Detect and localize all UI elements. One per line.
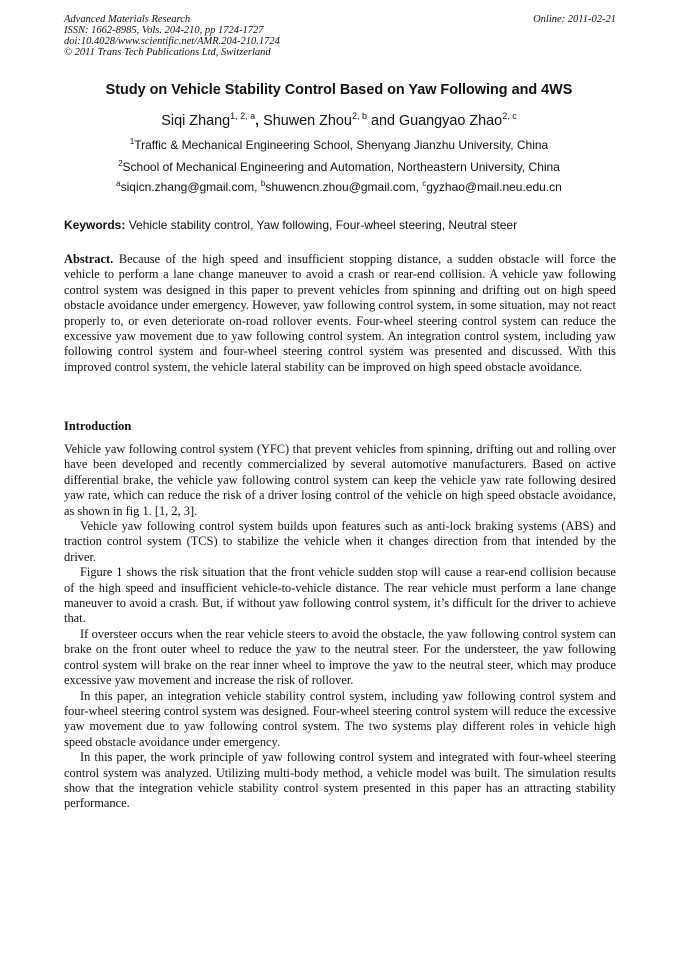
affiliation-text: School of Mechanical Engineering and Automation, Northeastern University, China bbox=[122, 160, 560, 174]
keywords-text: Vehicle stability control, Yaw following, Four-wheel steering, Neutral steer bbox=[125, 218, 518, 232]
issn-line: ISSN: 1662-8985, Vols. 204-210, pp 1724-1727 bbox=[64, 25, 264, 36]
keywords-line bbox=[64, 218, 616, 232]
keywords-label: Keywords: bbox=[64, 218, 126, 232]
author-list bbox=[30, 113, 648, 129]
section-heading-introduction: Introduction bbox=[64, 419, 132, 433]
abstract-text: Because of the high speed and insufficient stopping distance, a sudden obstacle will force the vehicle to perform a lane change maneuver to avoid a crash or rear-end collision. A vehicle yaw following control system was designed in this paper to prevent vehicles from spinning and drifting out on high speed obstacle avoidance under emergency. However, yaw following control system, in some situation, may not react properly to, or even deteriorate on-road rollover events. Four-wheel steering control system can reduce the excessive yaw movement due to yaw following control system. An integration control system, including yaw following control system and four-wheel steering control system was presented and discussed. With this improved control system, the vehicle lateral stability can be improved on high speed obstacle avoidance. bbox=[64, 252, 616, 374]
author-name: Siqi Zhang bbox=[161, 113, 231, 129]
affiliation-2 bbox=[30, 160, 648, 174]
email-link[interactable]: siqicn.zhang@gmail.com, bbox=[120, 180, 261, 194]
email-mark: a bbox=[116, 179, 121, 188]
doi-line: doi:10.4028/www.scientific.net/AMR.204-210.1724 bbox=[64, 36, 280, 47]
email-link[interactable]: gyzhao@mail.neu.edu.cn bbox=[426, 180, 562, 194]
journal-name: Advanced Materials Research bbox=[64, 14, 191, 25]
paper-title: Study on Vehicle Stability Control Based on Yaw Following and 4WS bbox=[105, 82, 573, 98]
online-date: Online: 2011-02-21 bbox=[533, 14, 616, 25]
author-name: Shuwen Zhou bbox=[263, 113, 352, 129]
email-link[interactable]: shuwencn.zhou@gmail.com, bbox=[265, 180, 423, 194]
introduction-body bbox=[64, 442, 616, 812]
email-list bbox=[30, 180, 648, 194]
affiliation-text: Traffic & Mechanical Engineering School, Shenyang Jianzhu University, China bbox=[134, 138, 549, 152]
email-mark: c bbox=[422, 179, 427, 188]
affiliation-mark: 2 bbox=[118, 159, 123, 168]
paragraph: Figure 1 shows the risk situation that the front vehicle sudden stop will cause a rear-end collision because of the high speed and insufficient vehicle-to-vehicle distance. The rear vehicle must perform a lane change maneuver to avoid a crash. But, if without yaw following control system, it’s difficult for the driver to achieve that. bbox=[64, 565, 616, 626]
paragraph: Vehicle yaw following control system builds upon features such as anti-lock braking systems (ABS) and traction control system (TCS) to stabilize the vehicle when it changes direction from that intended by the driver. bbox=[64, 519, 616, 564]
copyright-line: © 2011 Trans Tech Publications Ltd, Switzerland bbox=[64, 47, 271, 58]
author-affiliation-mark: 2, c bbox=[502, 111, 517, 121]
affiliation-1 bbox=[30, 138, 648, 152]
author-affiliation-mark: 1, 2, a bbox=[230, 111, 256, 121]
author-separator: , bbox=[255, 113, 264, 129]
paragraph: In this paper, an integration vehicle stability control system, including yaw following control system and four-wheel steering control system was designed. Four-wheel steering control system will reduce the excessive yaw movement due to yaw following control system. The two systems play different roles in vehicle high speed obstacle avoidance under emergency. bbox=[64, 688, 616, 749]
email-mark: b bbox=[260, 179, 266, 188]
paragraph: If oversteer occurs when the rear vehicle steers to avoid the obstacle, the yaw following control system can brake on the front outer wheel to reduce the yaw to the neutral steer. For the understeer, the yaw following control system will brake on the rear inner wheel to improve the yaw to the neutral steer, which may produce excessive yaw movement and increase the risk of rollover. bbox=[64, 626, 616, 688]
abstract-label: Abstract. bbox=[64, 252, 114, 266]
author-name: Guangyao Zhao bbox=[398, 113, 503, 129]
paragraph: Vehicle yaw following control system (YFC) that prevent vehicles from spinning, drifting out and rolling over have been developed and recently commercialized by several automotive manufacturers. Based on active differential brake, the vehicle yaw following control system can keep the vehicle yaw rate following desired yaw rate, which can reduce the risk of a driver losing control of the vehicle on high speed obstacle avoidance, as shown in fig 1. [1, 2, 3]. bbox=[64, 442, 616, 518]
abstract bbox=[64, 252, 616, 375]
author-separator: and bbox=[366, 113, 399, 129]
page-header bbox=[64, 14, 616, 58]
paragraph: In this paper, the work principle of yaw following control system and integrated with four-wheel steering control system was analyzed. Utilizing multi-body method, a vehicle model was built. The simulation results show that the integration vehicle stability control system presented in this paper has an attracting stability performance. bbox=[64, 750, 616, 811]
affiliation-mark: 1 bbox=[129, 137, 135, 146]
author-affiliation-mark: 2, b bbox=[351, 111, 367, 121]
